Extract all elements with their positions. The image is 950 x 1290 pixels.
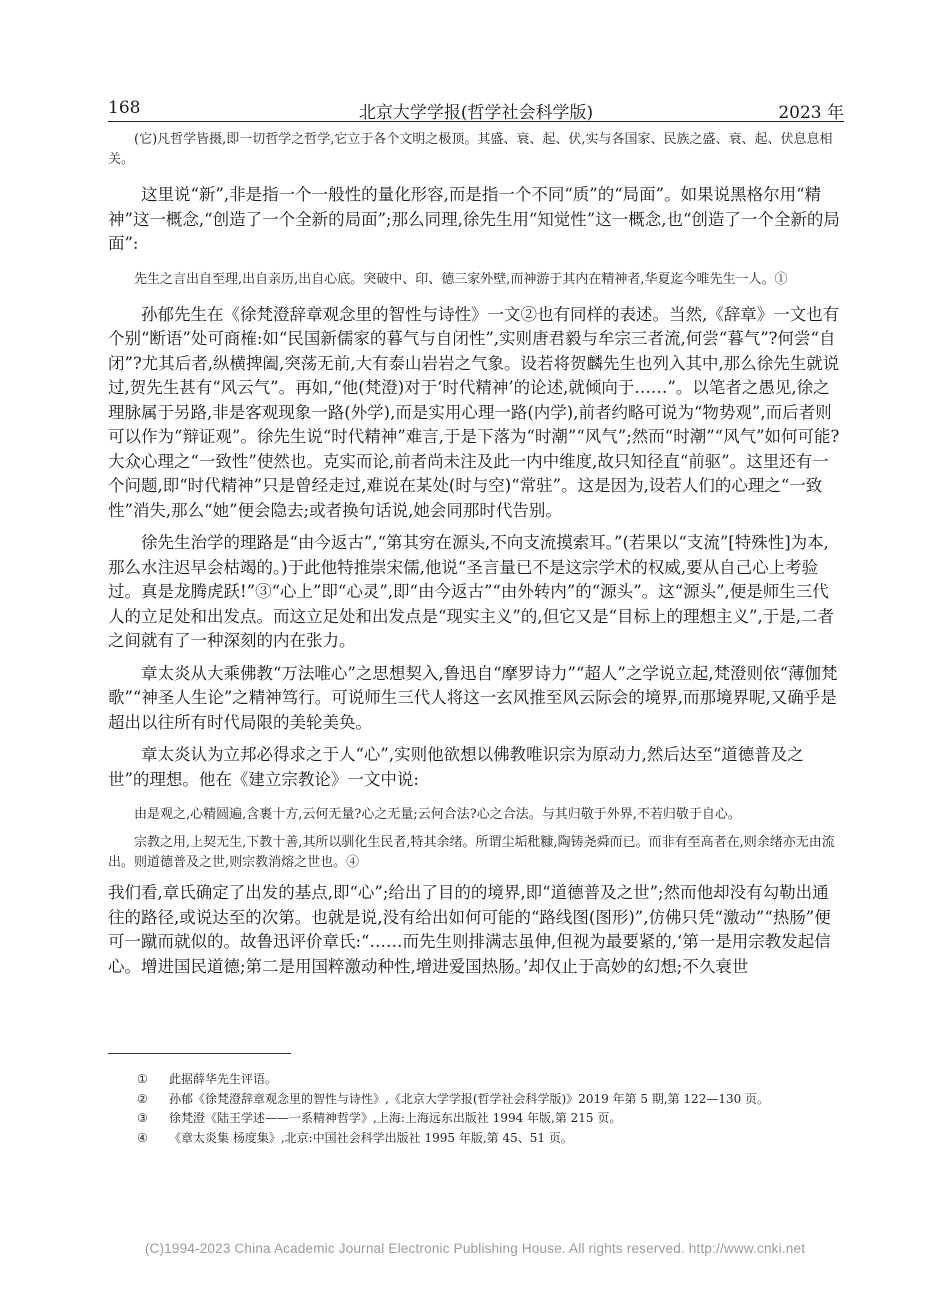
footnote-mark: ① [137,1072,148,1086]
paragraph: 徐先生治学的理路是“由今返古”,“第其穷在源头,不向支流摸索耳。”(若果以“支流”[特殊性]为本,那么水注迟早会枯竭的。)于此他特推崇宋儒,他说“圣言量已不是这宗学术的权威,要从自己心上考验过。真是龙腾虎跃!”③“心上”即“心灵”,即“由今返古”“由外转内”的“源头”。这“源头”,便是师生三代人的立足处和出发点。而这立足处和出发点是“现实主义”的,但它又是“目标上的理想主义”,于是,二者之间就有了一种深刻的内在张力。 [108,533,834,650]
paragraph: 这里说“新”,非是指一个一般性的量化形容,而是指一个不同“质”的“局面”。如果说黑格尔用“精神”这一概念,“创造了一个全新的局面”;那么同理,徐先生用“知觉性”这一概念,也“创造了一个全新的局面”: [108,185,840,253]
block-quote: (它)凡哲学皆摄,即一切哲学之哲学,它立于各个文明之极顶。其盛、衰、起、伏,实与各国家、民族之盛、衰、起、伏息息相关。 [108,132,833,167]
footnotes [137,1070,857,1148]
footnote-text: 此据薛华先生评语。 [169,1072,278,1086]
footnote-text: 《章太炎集 杨度集》,北京:中国社会科学出版社 1995 年版,第 45、51 页。 [169,1130,573,1145]
journal-title: 北京大学学报(哲学社会科学版) [358,103,594,123]
header-rule [108,121,844,122]
paragraph: 我们看,章氏确定了出发的基点,即“心”;给出了目的的境界,即“道德普及之世”;然而他却没有勾勒出通往的路径,或说达至的次第。也就是说,没有给出如何可能的“路线图(图形)”,仿佛只凭“激动”“热肠”便可一蹴而就似的。故鲁迅评价章氏:“……而先生则排满志虽伸,但视为最要紧的,‘第一是用宗教发起信心。增进国民道德;第二是用国粹激动种性,增进爱国热肠。’却仅止于高妙的幻想;不久衰世 [108,883,831,976]
footnote [137,1129,857,1149]
footnote [137,1090,857,1110]
footnote [137,1109,857,1129]
article-body [108,130,844,979]
footnote-mark: ④ [137,1130,148,1145]
block-quote: 先生之言出自至理,出自亲历,出自心底。突破中、印、德三家外壁,而神游于其内在精神者,华夏迄今唯先生一人。① [134,271,788,287]
paragraph: 章太炎从大乘佛教“万法唯心”之思想契入,鲁迅自“摩罗诗力”“超人”之学说立起,梵澄则依“薄伽梵歌”“神圣人生论”之精神笃行。可说师生三代人将这一玄风推至风云际会的境界,而那境界呢,又确乎是超出以往所有时代局限的美轮美奂。 [108,663,838,732]
paragraph: 孙郁先生在《徐梵澄辞章观念里的智性与诗性》一文②也有同样的表述。当然,《辞章》一文也有个别“断语”处可商榷:如“民国新儒家的暮气与自闭性”,实则唐君毅与牟宗三者流,何尝“暮气”?何尝“自闭”?尤其后者,纵横捭阖,突荡无前,大有泰山岩岩之气象。设若将贺麟先生也列入其中,那么徐先生就说过,贺先生甚有“风云气”。再如,“他(梵澄)对于‘时代精神’的论述,就倾向于……”。以笔者之愚见,徐之理脉属于另路,非是客观现象一路(外学),而是实用心理一路(内学),前者约略可说为“物势观”,而后者则可以作为“辩证观”。徐先生说“时代精神”难言,于是下落为“时潮”“风气”;然而“时潮”“风气”如何可能?大众心理之“一致性”使然也。克实而论,前者尚未注及此一内中维度,故只知径直“前驱”。这里还有一个问题,即“时代精神”只是曾经走过,难说在某处(时与空)“常驻”。这是因为,设若人们的心理之“一致性”消失,那么“她”便会隐去;或者换句话说,她会同那时代告别。 [108,304,840,520]
footnote-mark: ③ [137,1111,148,1125]
page-header [108,98,844,122]
paragraph: 章太炎认为立邦必得求之于人“心”,实则他欲想以佛教唯识宗为原动力,然后达至“道德普及之世”的理想。他在《建立宗教论》一文中说: [108,745,804,789]
page-number: 168 [108,98,141,118]
block-quote: 由是观之,心精圆遍,含裹十方,云何无量?心之无量;云何合法?心之合法。与其归敬于外界,不若归敬于自心。 [134,807,741,822]
footnote-mark: ② [137,1091,148,1106]
block-quote: 宗教之用,上契无生,下教十善,其所以驯化生民者,特其余绪。所谓尘垢秕糠,陶铸尧舜而已。而非有至高者在,则余绪亦无由流出。则道德普及之世,则宗教消熔之世也。④ [108,835,835,870]
publication-year: 2023 年 [778,103,844,123]
copyright-notice: (C)1994-2023 China Academic Journal Electronic Publishing House. All rights reserved. http://www.cnki.net [144,1241,806,1256]
footnote-rule [108,1053,291,1054]
footnote [137,1070,857,1090]
footnote-text: 孙郁《徐梵澄辞章观念里的智性与诗性》,《北京大学学报(哲学社会科学版)》2019 年第 5 期,第 122—130 页。 [169,1091,770,1106]
footnote-text: 徐梵澄《陆王学述——一系精神哲学》,上海:上海远东出版社 1994 年版,第 215 页。 [169,1111,622,1125]
